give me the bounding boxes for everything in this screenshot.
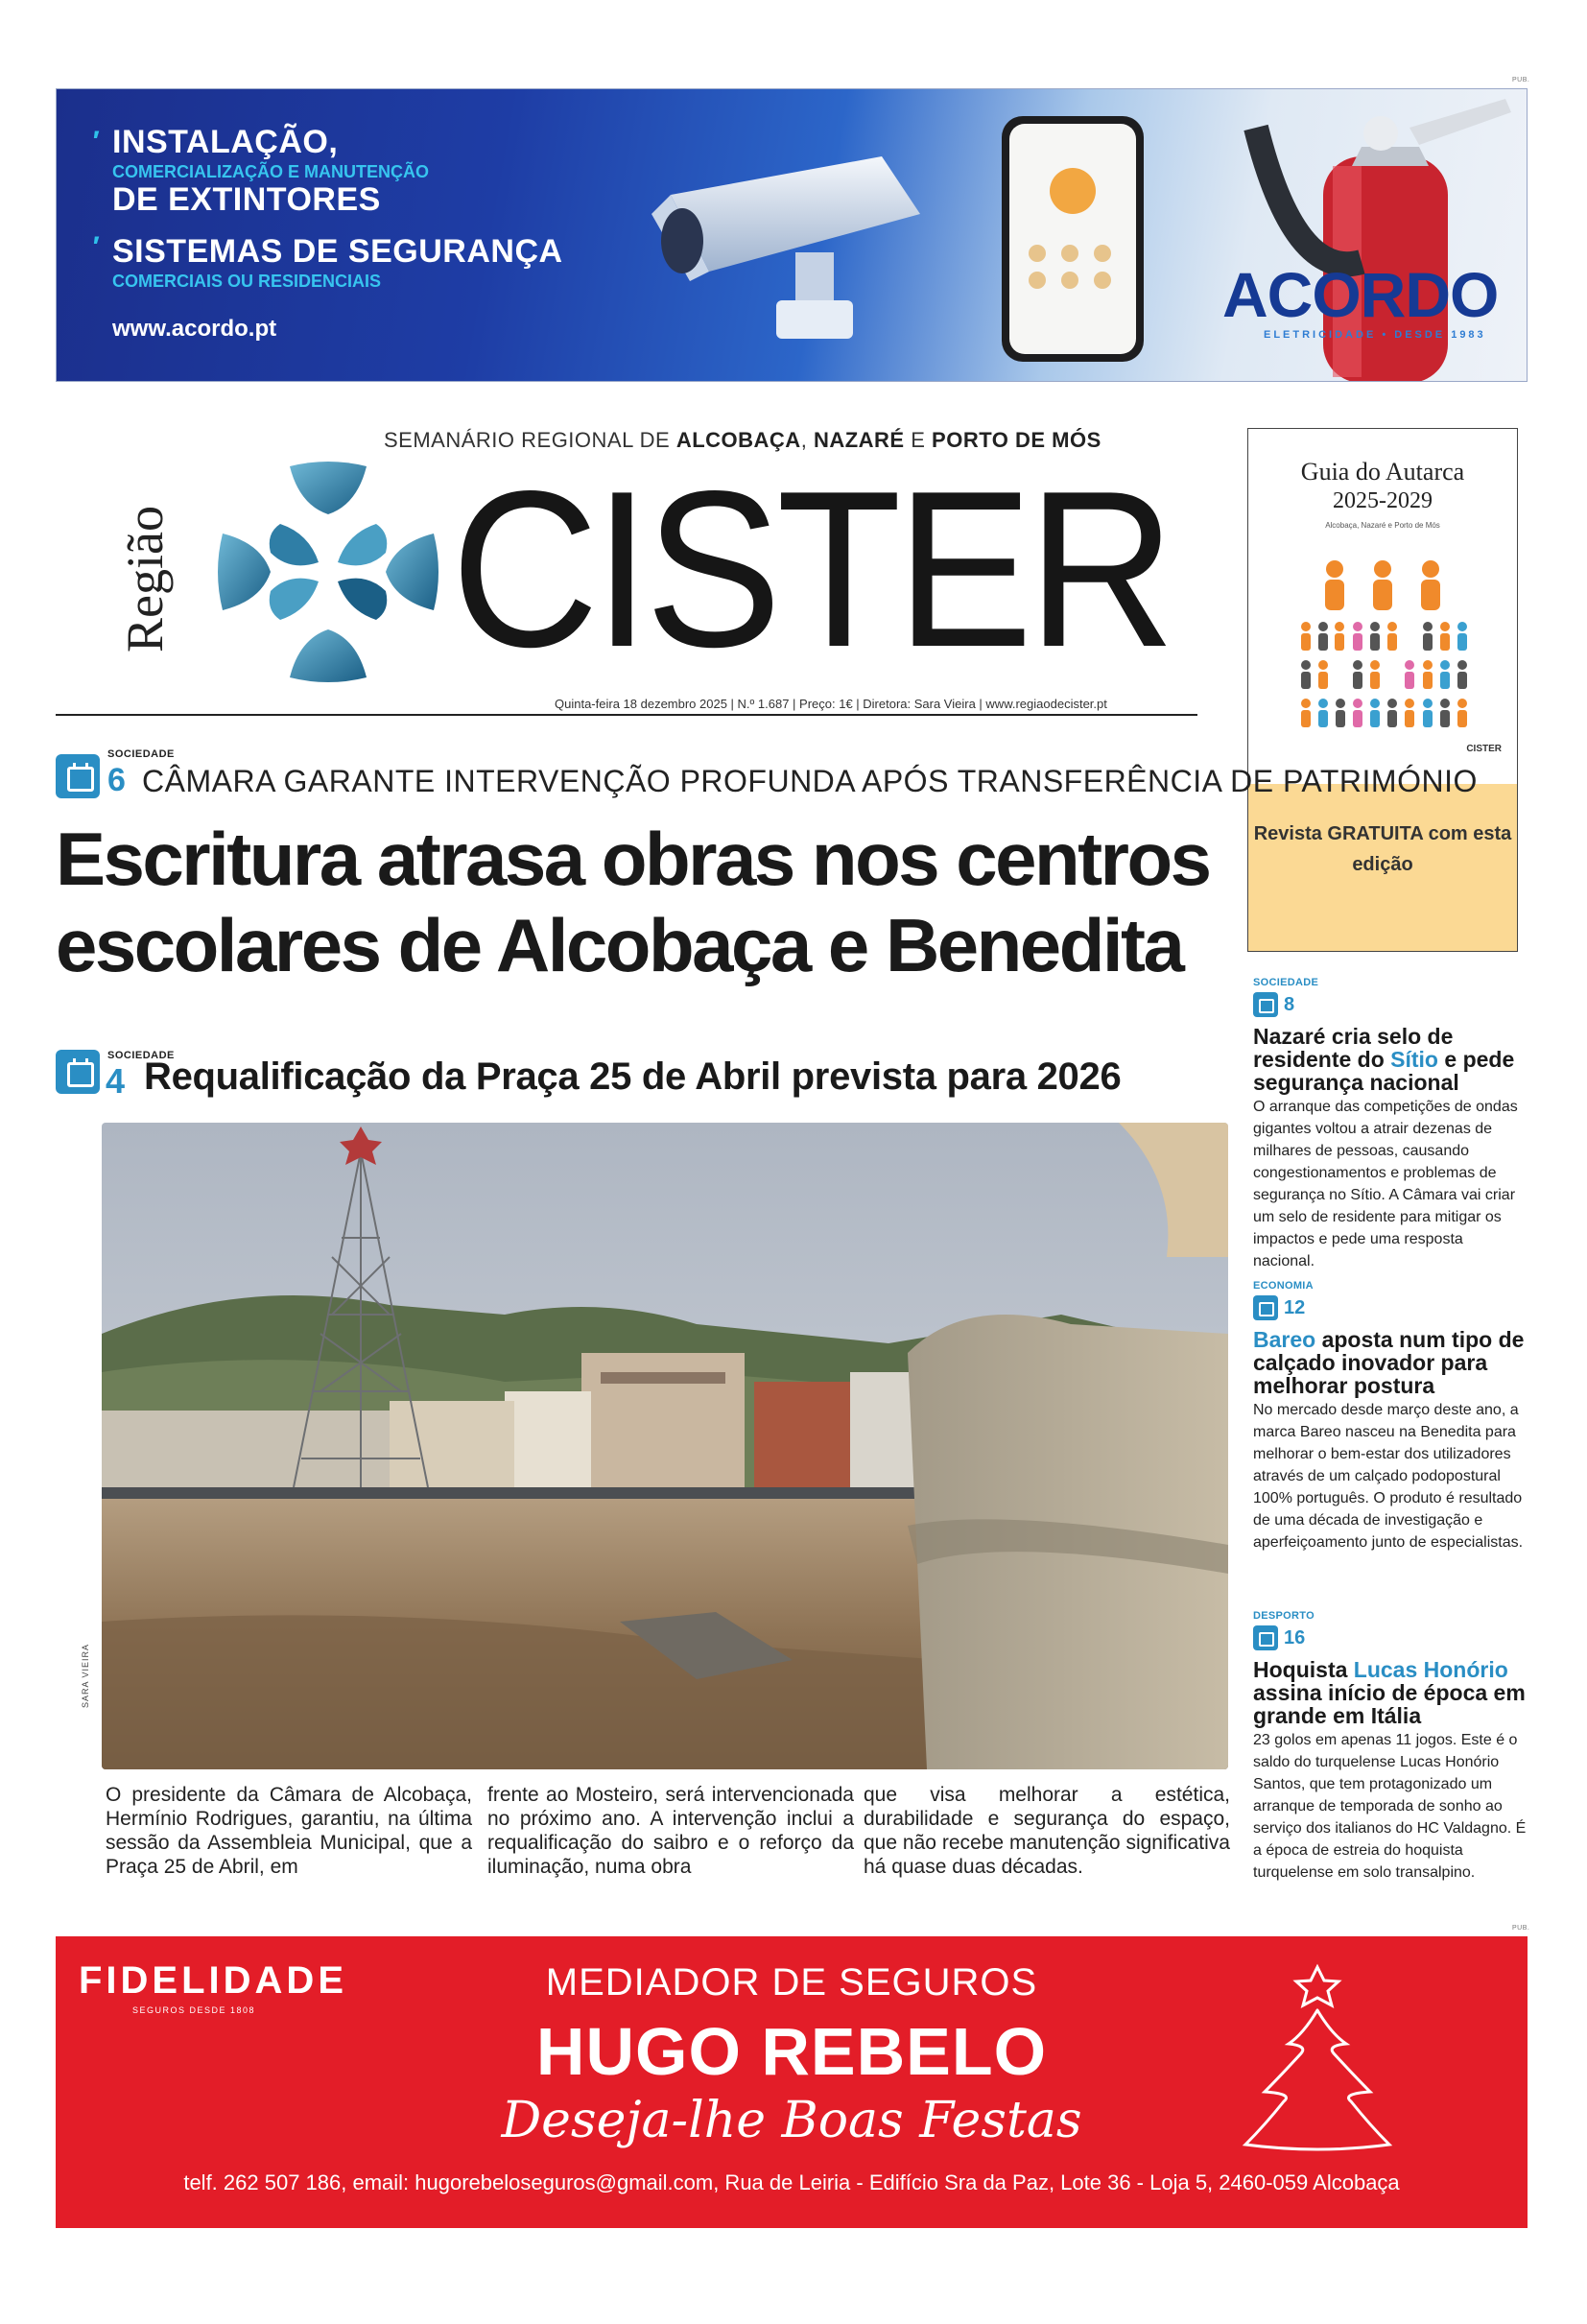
bottom-advertisement[interactable] [56,1936,1528,2228]
masthead-regiao: Região [116,506,174,652]
fidelidade-logo: FIDELIDADE [79,1959,347,2002]
lock-icon [1050,168,1096,214]
ad-name: HUGO REBELO [535,2014,1048,2089]
brief-nazare[interactable] [1253,977,1528,1272]
guia-title: Guia do Autarca [1300,458,1465,486]
guia-years: 2025-2029 [1333,488,1433,513]
top-advertisement[interactable] [56,88,1528,382]
second-section-label: SOCIEDADE [107,1050,175,1061]
ad-mediator: MEDIADOR DE SEGUROS [545,1961,1038,2004]
brief-title: Nazaré cria selo de residente do Sítio e pede segurança nacional [1253,1024,1515,1095]
lead-kicker: CÂMARA GARANTE INTERVENÇÃO PROFUNDA APÓS TRANSFERÊNCIA DE PATRIMÓNIO [142,764,1478,798]
acordo-logo: ACORDO [1222,259,1499,330]
praca-photo [102,1123,1228,1769]
guia-band [1248,784,1517,951]
brief-title: Hoquista Lucas Honório assina início de época em grande em Itália [1253,1657,1526,1728]
ad-line-commercialization: COMERCIALIZAÇÃO E MANUTENÇÃO [112,162,429,181]
second-headline[interactable]: Requalificação da Praça 25 de Abril prevista para 2026 [144,1055,1122,1098]
sport-icon [1253,1625,1278,1650]
pub-tag-top: PUB. [1512,77,1530,83]
guia-band-text: Revista GRATUITA com esta edição [1253,823,1512,875]
body-column-3: que visa melhorar a estética, durabilidade e segurança do espaço, que não recebe manutenção significativa há quase duas décadas. [864,1784,1230,1878]
masthead-divider [56,714,1197,716]
brief-text: 23 golos em apenas 11 jogos. Este é o saldo do turquelense Lucas Honório Santos, que tem protagonizado um arranque de temporada de sonho ao serviço dos italianos do HC Valdagno. É a época de estreia do hoquista turquelense em solo transalpino. [1253,1732,1527,1881]
tick-mark-icon: ′ [91,126,99,157]
tick-mark-icon: ′ [91,231,99,263]
lead-page-number: 6 [107,762,126,798]
people-icon [1287,557,1479,730]
brief-hoquista[interactable] [1253,1610,1528,1884]
masthead-title: CISTER [451,445,1171,694]
brief-section: SOCIEDADE [1253,977,1319,988]
cister-emblem-icon [213,457,443,687]
body-column-2: frente ao Mosteiro, será intervencionada no próximo ano. A intervenção inclui a requalificação do saibro e o reforço da iluminação, numa obra [487,1784,854,1878]
photo-credit: SARA VIEIRA [81,1643,90,1708]
calendar-icon [1253,992,1278,1017]
lead-section-label: SOCIEDADE [107,748,175,760]
guia-mini-logo: CISTER [1466,744,1502,754]
ad-line-extinguishers: DE EXTINTORES [112,181,381,218]
brief-section: ECONOMIA [1253,1280,1314,1292]
security-camera-icon [632,156,949,348]
guia-subtitle: Alcobaça, Nazaré e Porto de Mós [1325,521,1440,530]
ad-contact[interactable]: telf. 262 507 186, email: hugorebeloseguros@gmail.com, Rua de Leiria - Edifício Sra da Paz, Lote 36 - Loja 5, 2460-059 Alcobaça [183,2170,1400,2194]
ad-url-link[interactable]: www.acordo.pt [112,316,277,342]
acordo-tagline: ELETRICIDADE • DESDE 1983 [1264,329,1486,341]
ad-line-security: SISTEMAS DE SEGURANÇA [112,233,563,270]
guia-autarca-promo[interactable] [1247,428,1518,952]
calendar-icon [56,754,100,798]
brief-text: O arranque das competições de ondas gigantes voltou a atrair dezenas de milhares de pessoas, causando congestionamentos e problemas de segurança no Sítio. A Câmara vai criar um selo de residente para mitigar os impactos e pede uma resposta nacional. [1253,1099,1518,1269]
masthead-tagline: SEMANÁRIO REGIONAL DE ALCOBAÇA, NAZARÉ E PORTO DE MÓS [384,428,1101,452]
brief-section: DESPORTO [1253,1610,1315,1622]
second-page-number: 4 [106,1061,126,1101]
ad-greeting: Deseja-lhe Boas Festas [501,2092,1082,2149]
brief-text: No mercado desde março deste ano, a marca Bareo nasceu na Benedita para melhorar o bem-estar dos utilizadores através de um calçado podopostural 100% português. O produto é resultado de uma década de investigação e aperfeiçoamento junto de especialistas. [1253,1402,1524,1551]
calendar-icon [56,1050,100,1094]
lead-headline[interactable]: Escritura atrasa obras nos centros escolares de Alcobaça e Benedita [56,817,1210,987]
pub-tag-bottom: PUB. [1512,1925,1530,1932]
edition-info: Quinta-feira 18 dezembro 2025 | N.º 1.687 | Preço: 1€ | Diretora: Sara Vieira | www.regiaodecister.pt [555,697,1107,711]
app-grid-icon [1029,245,1117,289]
christmas-tree-icon [1236,1957,1399,2159]
brief-page: 8 [1284,993,1295,1015]
brief-title: Bareo aposta num tipo de calçado inovador para melhorar postura [1253,1327,1525,1398]
brief-page: 16 [1284,1626,1306,1648]
phone-illustration [1002,116,1144,362]
brief-page: 12 [1284,1296,1306,1318]
brief-bareo[interactable] [1253,1280,1528,1553]
fidelidade-tagline: SEGUROS DESDE 1808 [132,2005,256,2015]
ad-line-installation: INSTALAÇÃO, [112,124,339,160]
ad-line-residential: COMERCIAIS OU RESIDENCIAIS [112,272,382,291]
chart-icon [1253,1295,1278,1320]
body-column-1: O presidente da Câmara de Alcobaça, Hermínio Rodrigues, garantiu, na última sessão da Assembleia Municipal, que a Praça 25 de Abril, em [106,1784,472,1878]
